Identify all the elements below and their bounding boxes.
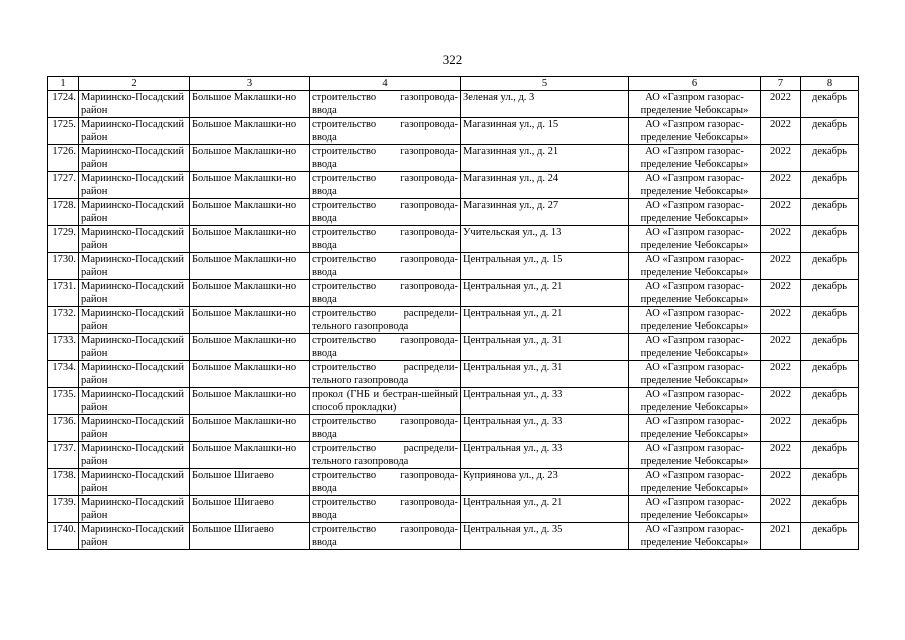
address-cell: Центральная ул., д. 35: [461, 523, 629, 550]
work-type-cell: строительство распредели-тельного газопровода: [310, 361, 461, 388]
address-cell: Магазинная ул., д. 15: [461, 118, 629, 145]
district-cell: Мариинско-Посадский район: [79, 388, 190, 415]
table-row: [48, 307, 859, 334]
address-cell: Зеленая ул., д. 3: [461, 91, 629, 118]
district-cell: Мариинско-Посадский район: [79, 226, 190, 253]
table-body: [48, 91, 859, 550]
address-cell: Центральная ул., д. 33: [461, 442, 629, 469]
address-cell: Центральная ул., д. 31: [461, 334, 629, 361]
year-cell: 2021: [761, 523, 801, 550]
organization-cell: АО «Газпром газорас-пределение Чебоксары»: [629, 361, 761, 388]
row-number: 1729.: [48, 226, 79, 253]
row-number: 1740.: [48, 523, 79, 550]
district-cell: Мариинско-Посадский район: [79, 145, 190, 172]
address-cell: Центральная ул., д. 21: [461, 307, 629, 334]
organization-cell: АО «Газпром газорас-пределение Чебоксары»: [629, 253, 761, 280]
district-cell: Мариинско-Посадский район: [79, 91, 190, 118]
organization-cell: АО «Газпром газорас-пределение Чебоксары»: [629, 118, 761, 145]
work-type-cell: строительство газопровода-ввода: [310, 118, 461, 145]
month-cell: декабрь: [801, 280, 859, 307]
month-cell: декабрь: [801, 523, 859, 550]
organization-cell: АО «Газпром газорас-пределение Чебоксары»: [629, 280, 761, 307]
year-cell: 2022: [761, 118, 801, 145]
month-cell: декабрь: [801, 496, 859, 523]
table-row: [48, 361, 859, 388]
organization-cell: АО «Газпром газорас-пределение Чебоксары»: [629, 91, 761, 118]
table-row: [48, 388, 859, 415]
address-cell: Магазинная ул., д. 27: [461, 199, 629, 226]
month-cell: декабрь: [801, 226, 859, 253]
work-type-cell: строительство газопровода-ввода: [310, 469, 461, 496]
page-number: 322: [442, 52, 463, 67]
table-row: [48, 91, 859, 118]
work-type-cell: строительство распредели-тельного газопровода: [310, 442, 461, 469]
address-cell: Центральная ул., д. 33: [461, 388, 629, 415]
year-cell: 2022: [761, 496, 801, 523]
district-cell: Мариинско-Посадский район: [79, 415, 190, 442]
work-type-cell: строительство газопровода-ввода: [310, 334, 461, 361]
row-number: 1730.: [48, 253, 79, 280]
settlement-cell: Большое Маклашки-но: [190, 442, 310, 469]
row-number: 1738.: [48, 469, 79, 496]
month-cell: декабрь: [801, 199, 859, 226]
district-cell: Мариинско-Посадский район: [79, 469, 190, 496]
month-cell: декабрь: [801, 469, 859, 496]
district-cell: Мариинско-Посадский район: [79, 523, 190, 550]
settlement-cell: Большое Маклашки-но: [190, 388, 310, 415]
address-cell: Магазинная ул., д. 21: [461, 145, 629, 172]
address-cell: Центральная ул., д. 21: [461, 280, 629, 307]
settlement-cell: Большое Маклашки-но: [190, 253, 310, 280]
organization-cell: АО «Газпром газорас-пределение Чебоксары»: [629, 523, 761, 550]
month-cell: декабрь: [801, 307, 859, 334]
address-cell: Центральная ул., д. 15: [461, 253, 629, 280]
settlement-cell: Большое Маклашки-но: [190, 172, 310, 199]
district-cell: Мариинско-Посадский район: [79, 334, 190, 361]
table-row: [48, 172, 859, 199]
settlement-cell: Большое Маклашки-но: [190, 334, 310, 361]
row-number: 1724.: [48, 91, 79, 118]
work-type-cell: строительство газопровода-ввода: [310, 523, 461, 550]
month-cell: декабрь: [801, 253, 859, 280]
row-number: 1736.: [48, 415, 79, 442]
column-header: 5: [461, 77, 629, 91]
table-row: [48, 442, 859, 469]
address-cell: Учительская ул., д. 13: [461, 226, 629, 253]
organization-cell: АО «Газпром газорас-пределение Чебоксары»: [629, 226, 761, 253]
table-row: [48, 496, 859, 523]
year-cell: 2022: [761, 91, 801, 118]
district-cell: Мариинско-Посадский район: [79, 253, 190, 280]
table-row: [48, 118, 859, 145]
work-type-cell: строительство газопровода-ввода: [310, 496, 461, 523]
work-type-cell: строительство газопровода-ввода: [310, 199, 461, 226]
address-cell: Центральная ул., д. 33: [461, 415, 629, 442]
organization-cell: АО «Газпром газорас-пределение Чебоксары»: [629, 415, 761, 442]
column-header: 6: [629, 77, 761, 91]
settlement-cell: Большое Маклашки-но: [190, 118, 310, 145]
organization-cell: АО «Газпром газорас-пределение Чебоксары»: [629, 442, 761, 469]
district-cell: Мариинско-Посадский район: [79, 307, 190, 334]
row-number: 1727.: [48, 172, 79, 199]
month-cell: декабрь: [801, 145, 859, 172]
year-cell: 2022: [761, 253, 801, 280]
row-number: 1735.: [48, 388, 79, 415]
column-header: 2: [79, 77, 190, 91]
table-row: [48, 334, 859, 361]
organization-cell: АО «Газпром газорас-пределение Чебоксары»: [629, 307, 761, 334]
district-cell: Мариинско-Посадский район: [79, 172, 190, 199]
address-cell: Центральная ул., д. 31: [461, 361, 629, 388]
table-row: [48, 469, 859, 496]
settlement-cell: Большое Шигаево: [190, 496, 310, 523]
work-type-cell: строительство газопровода-ввода: [310, 253, 461, 280]
address-cell: Магазинная ул., д. 24: [461, 172, 629, 199]
column-header: 7: [761, 77, 801, 91]
row-number: 1734.: [48, 361, 79, 388]
year-cell: 2022: [761, 442, 801, 469]
year-cell: 2022: [761, 469, 801, 496]
row-number: 1733.: [48, 334, 79, 361]
year-cell: 2022: [761, 361, 801, 388]
district-cell: Мариинско-Посадский район: [79, 280, 190, 307]
month-cell: декабрь: [801, 442, 859, 469]
year-cell: 2022: [761, 415, 801, 442]
settlement-cell: Большое Маклашки-но: [190, 361, 310, 388]
year-cell: 2022: [761, 145, 801, 172]
organization-cell: АО «Газпром газорас-пределение Чебоксары»: [629, 199, 761, 226]
settlement-cell: Большое Шигаево: [190, 523, 310, 550]
table-row: [48, 145, 859, 172]
month-cell: декабрь: [801, 361, 859, 388]
work-type-cell: прокол (ГНБ и бестран-шейный способ прокладки): [310, 388, 461, 415]
address-cell: Куприянова ул., д. 23: [461, 469, 629, 496]
district-cell: Мариинско-Посадский район: [79, 442, 190, 469]
organization-cell: АО «Газпром газорас-пределение Чебоксары»: [629, 388, 761, 415]
row-number: 1726.: [48, 145, 79, 172]
work-type-cell: строительство газопровода-ввода: [310, 172, 461, 199]
table-row: [48, 280, 859, 307]
row-number: 1731.: [48, 280, 79, 307]
district-cell: Мариинско-Посадский район: [79, 118, 190, 145]
settlement-cell: Большое Маклашки-но: [190, 199, 310, 226]
month-cell: декабрь: [801, 118, 859, 145]
settlement-cell: Большое Маклашки-но: [190, 145, 310, 172]
organization-cell: АО «Газпром газорас-пределение Чебоксары»: [629, 145, 761, 172]
month-cell: декабрь: [801, 91, 859, 118]
year-cell: 2022: [761, 226, 801, 253]
table-row: [48, 226, 859, 253]
year-cell: 2022: [761, 280, 801, 307]
month-cell: декабрь: [801, 334, 859, 361]
work-type-cell: строительство газопровода-ввода: [310, 91, 461, 118]
settlement-cell: Большое Маклашки-но: [190, 280, 310, 307]
year-cell: 2022: [761, 388, 801, 415]
work-type-cell: строительство газопровода-ввода: [310, 280, 461, 307]
work-type-cell: строительство газопровода-ввода: [310, 226, 461, 253]
gasification-table: [47, 76, 859, 550]
row-number: 1728.: [48, 199, 79, 226]
table-row: [48, 415, 859, 442]
year-cell: 2022: [761, 199, 801, 226]
year-cell: 2022: [761, 307, 801, 334]
header-row: [48, 77, 859, 91]
district-cell: Мариинско-Посадский район: [79, 496, 190, 523]
organization-cell: АО «Газпром газорас-пределение Чебоксары»: [629, 496, 761, 523]
settlement-cell: Большое Маклашки-но: [190, 415, 310, 442]
column-header: 8: [801, 77, 859, 91]
work-type-cell: строительство газопровода-ввода: [310, 415, 461, 442]
work-type-cell: строительство распредели-тельного газопровода: [310, 307, 461, 334]
row-number: 1725.: [48, 118, 79, 145]
month-cell: декабрь: [801, 388, 859, 415]
organization-cell: АО «Газпром газорас-пределение Чебоксары»: [629, 334, 761, 361]
organization-cell: АО «Газпром газорас-пределение Чебоксары»: [629, 172, 761, 199]
year-cell: 2022: [761, 334, 801, 361]
column-header: 3: [190, 77, 310, 91]
organization-cell: АО «Газпром газорас-пределение Чебоксары»: [629, 469, 761, 496]
row-number: 1737.: [48, 442, 79, 469]
month-cell: декабрь: [801, 172, 859, 199]
district-cell: Мариинско-Посадский район: [79, 199, 190, 226]
year-cell: 2022: [761, 172, 801, 199]
district-cell: Мариинско-Посадский район: [79, 361, 190, 388]
row-number: 1739.: [48, 496, 79, 523]
address-cell: Центральная ул., д. 21: [461, 496, 629, 523]
table-row: [48, 199, 859, 226]
settlement-cell: Большое Маклашки-но: [190, 307, 310, 334]
table-row: [48, 253, 859, 280]
work-type-cell: строительство газопровода-ввода: [310, 145, 461, 172]
column-header: 1: [48, 77, 79, 91]
settlement-cell: Большое Маклашки-но: [190, 91, 310, 118]
settlement-cell: Большое Шигаево: [190, 469, 310, 496]
table-row: [48, 523, 859, 550]
row-number: 1732.: [48, 307, 79, 334]
month-cell: декабрь: [801, 415, 859, 442]
column-header: 4: [310, 77, 461, 91]
settlement-cell: Большое Маклашки-но: [190, 226, 310, 253]
